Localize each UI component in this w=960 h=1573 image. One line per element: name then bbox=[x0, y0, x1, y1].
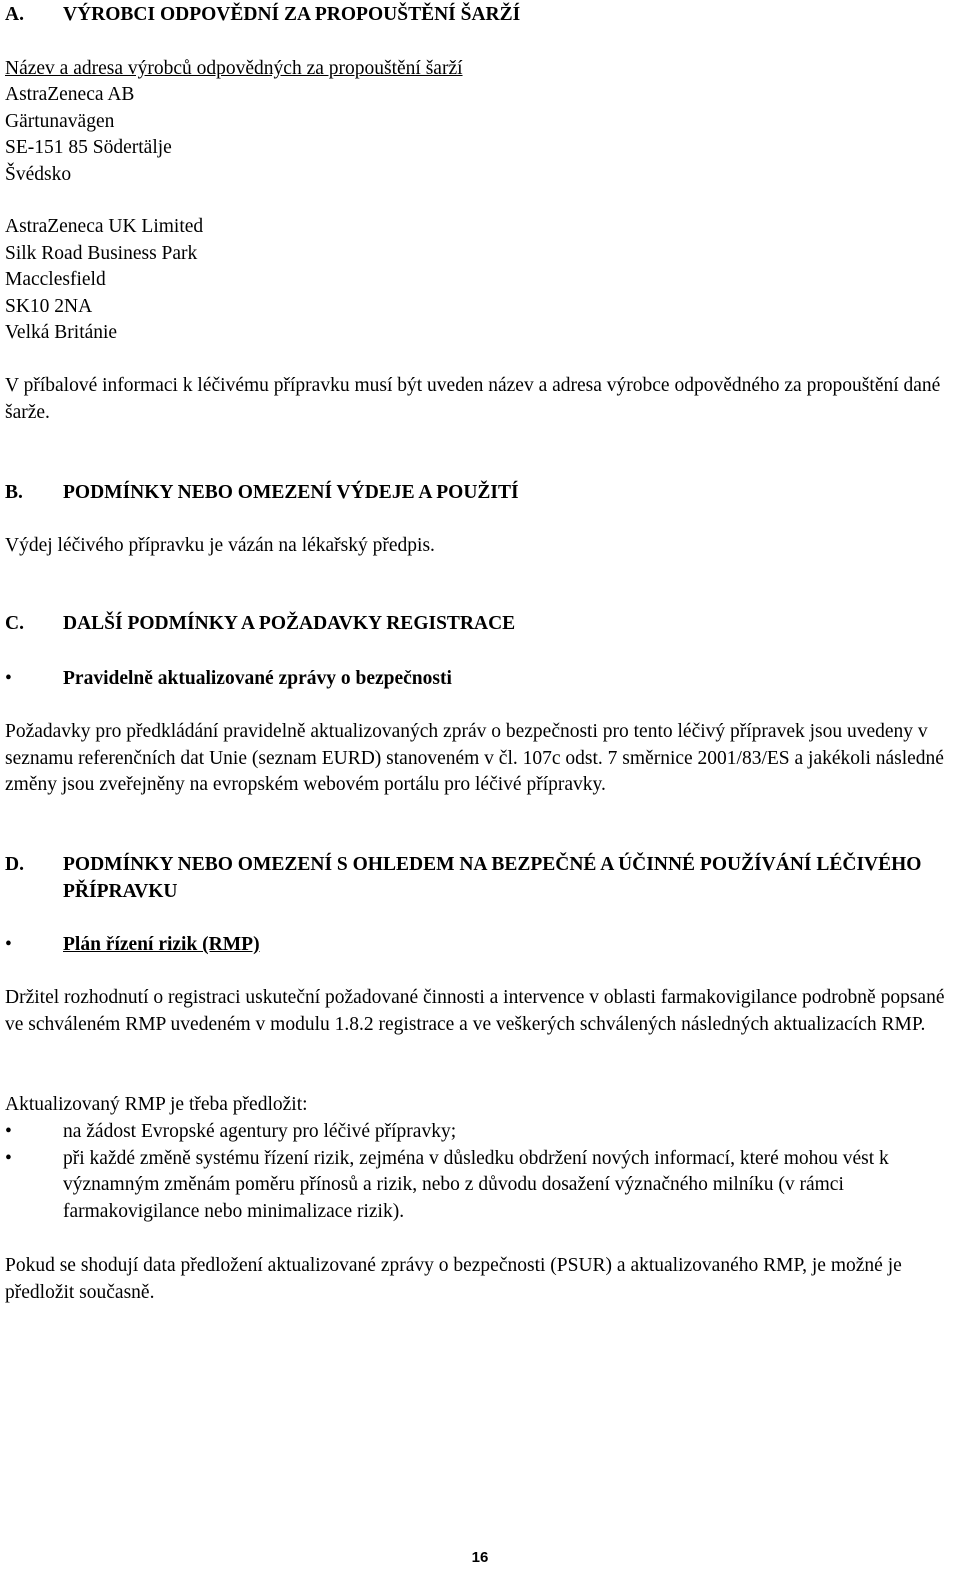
section-letter: A. bbox=[5, 4, 24, 25]
address-line: SK10 2NA bbox=[5, 295, 93, 317]
leaflet-note: V příbalové informaci k léčivému přípravku musí být uveden název a adresa výrobce odpovědného za propouštění dané šarže. bbox=[5, 375, 941, 423]
page-number: 16 bbox=[471, 1549, 489, 1566]
bullet-icon: • bbox=[5, 668, 12, 689]
address-line: AstraZeneca AB bbox=[5, 84, 135, 105]
rmp-submit-list bbox=[5, 1119, 957, 1225]
bullet-title: Plán řízení rizik (RMP) bbox=[63, 934, 260, 955]
section-letter: B. bbox=[5, 482, 23, 503]
section-c-heading bbox=[5, 611, 957, 638]
address-line: Macclesfield bbox=[5, 269, 106, 290]
list-item-text: při každé změně systému řízení rizik, zejména v důsledku obdržení nových informací, které mohou vést k významným změnám poměru přínosů a rizik, nebo z důvodu dosažení význačného milníku (v rámci farmakovigilance nebo minimalizace rizik). bbox=[63, 1147, 889, 1222]
address-line: Silk Road Business Park bbox=[5, 242, 198, 264]
section-a-heading bbox=[5, 2, 957, 29]
section-title: DALŠÍ PODMÍNKY A POŽADAVKY REGISTRACE bbox=[63, 613, 516, 634]
section-title: PODMÍNKY NEBO OMEZENÍ VÝDEJE A POUŽITÍ bbox=[63, 482, 519, 503]
address-line: Velká Británie bbox=[5, 322, 118, 343]
section-letter: D. bbox=[5, 854, 24, 875]
manufacturer-1-address bbox=[5, 82, 172, 188]
list-item bbox=[5, 1119, 957, 1146]
address-line: SE-151 85 Södertälje bbox=[5, 137, 172, 158]
psur-rmp-text: Pokud se shodují data předložení aktualizované zprávy o bezpečnosti (PSUR) a aktualizovaného RMP, je možné je předložit současně. bbox=[5, 1255, 902, 1303]
rmp-bullet-heading bbox=[5, 932, 957, 959]
section-letter: C. bbox=[5, 613, 24, 634]
address-line: Švédsko bbox=[5, 163, 72, 185]
bullet-title: Pravidelně aktualizované zprávy o bezpečnosti bbox=[63, 668, 452, 689]
list-item bbox=[5, 1146, 957, 1226]
psur-bullet-heading bbox=[5, 666, 957, 693]
bullet-icon: • bbox=[5, 1147, 12, 1169]
address-line: AstraZeneca UK Limited bbox=[5, 216, 204, 237]
psur-text: Požadavky pro předkládání pravidelně aktualizovaných zpráv o bezpečnosti pro tento léčivý přípravek jsou uvedeny v seznamu referenčních dat Unie (seznam EURD) stanoveném v čl. 107c odst. 7 směrnice 2001/83/ES a jakékoli následné změny jsou zveřejněny na evropském webovém portálu pro léčivé přípravky. bbox=[5, 721, 944, 795]
list-item-text: na žádost Evropské agentury pro léčivé přípravky; bbox=[63, 1121, 457, 1142]
manufacturer-2-address bbox=[5, 214, 203, 347]
section-d-heading bbox=[5, 851, 957, 905]
section-b-heading bbox=[5, 480, 957, 507]
rmp-text: Držitel rozhodnutí o registraci uskuteční požadované činnosti a intervence v oblasti farmakovigilance podrobně popsané ve schváleném RMP uvedeném v modulu 1.8.2 registrace a ve veškerých schválených následných aktualizacích RMP. bbox=[5, 987, 945, 1035]
rmp-submit-intro: Aktualizovaný RMP je třeba předložit: bbox=[5, 1094, 308, 1115]
prescription-text: Výdej léčivého přípravku je vázán na lékařský předpis. bbox=[5, 535, 435, 556]
section-title: PODMÍNKY NEBO OMEZENÍ S OHLEDEM NA BEZPEČNÉ A ÚČINNÉ POUŽÍVÁNÍ LÉČIVÉHO PŘÍPRAVKU bbox=[63, 854, 922, 902]
section-title: VÝROBCI ODPOVĚDNÍ ZA PROPOUŠTĚNÍ ŠARŽÍ bbox=[63, 4, 521, 25]
bullet-icon: • bbox=[5, 934, 12, 955]
manufacturers-subtitle: Název a adresa výrobců odpovědných za propouštění šarží bbox=[5, 58, 463, 79]
address-line: Gärtunavägen bbox=[5, 110, 115, 132]
bullet-icon: • bbox=[5, 1121, 12, 1142]
